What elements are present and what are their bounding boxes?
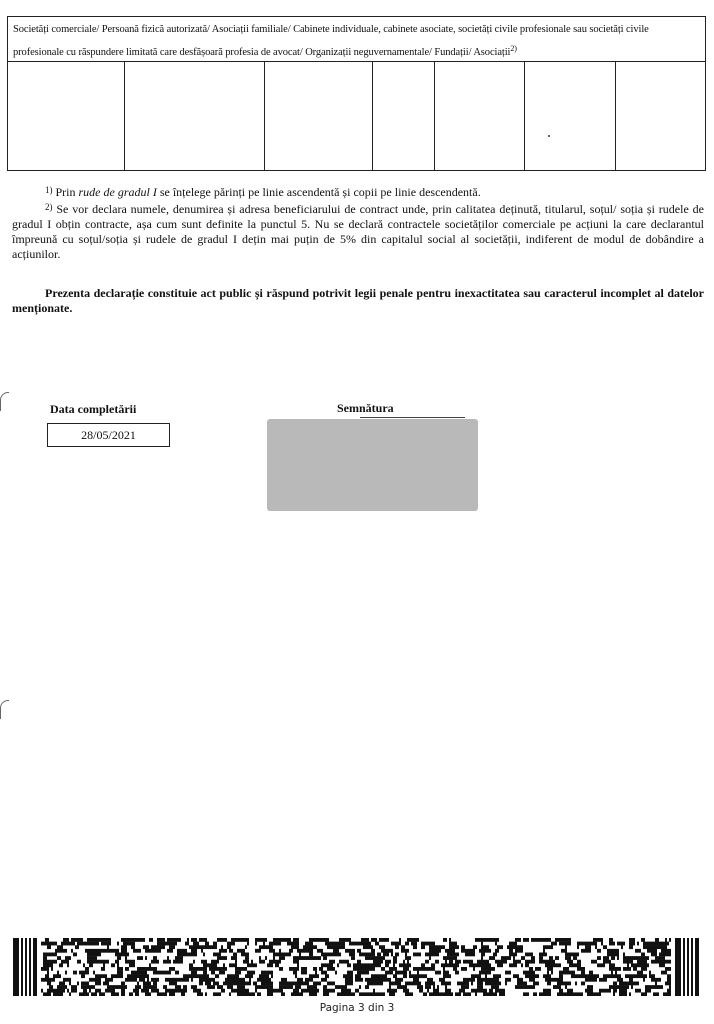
table-column-divider (615, 62, 616, 170)
table-column-divider (264, 62, 265, 170)
table-empty-row (8, 62, 705, 170)
signature-label: Semnătura (337, 401, 394, 415)
date-label: Data completării (50, 402, 137, 416)
table-column-divider (372, 62, 373, 170)
legal-declaration: Prezenta declarație constituie act public și răspund potrivit legii penale pentru inexactitatea sau caracterul incomplet al datelor menționate. (12, 286, 704, 315)
footnote-1-term: rude de gradul I (78, 185, 157, 199)
footnote-2-marker: 2) (45, 202, 53, 212)
signature-line (360, 417, 465, 418)
scan-edge-mark (0, 700, 9, 719)
footnote-1-marker: 1) (45, 185, 53, 195)
table-header-footnote-ref: 2) (510, 44, 517, 53)
table-column-divider (524, 62, 525, 170)
footnotes (12, 183, 704, 262)
table-header-text: Societăți comerciale/ Persoană fizică autorizată/ Asociații familiale/ Cabinete individuale, cabinete asociate, societăți civile profesionale sau societăți civile profesionale cu răspundere limitată care desfășoară profesia de avocat/ Organizații neguvernamentale/ Fundații/ Asociații (13, 24, 649, 58)
table-header (8, 17, 705, 62)
scan-edge-mark (0, 392, 9, 411)
scan-speck (548, 135, 550, 137)
date-field: 28/05/2021 (47, 423, 170, 447)
footnote-1-text-end: se înțelege părinți pe linie ascendentă și copii pe linie descendentă. (156, 185, 481, 199)
footnote-1-text-start: Prin (52, 185, 79, 199)
page-number: Pagina 3 din 3 (319, 1002, 395, 1014)
footnote-1 (12, 183, 704, 200)
signature-redaction (267, 419, 478, 511)
footnote-2-text: Se vor declara numele, denumirea și adresa beneficiarului de contract unde, prin calitatea deținută, titularul, soțul/ soția și rudele de gradul I obțin contracte, așa cum sunt definite la punctul 5. Nu se declară contractele societăților comerciale pe acțiuni la care declarantul împreună cu soțul/soția și rudele de gradul I dețin mai puțin de 5% din capitalul social al societății, indiferent de modul de dobândire a acțiunilor. (12, 202, 704, 261)
barcode-graphic (13, 938, 701, 996)
table-column-divider (434, 62, 435, 170)
pdf417-barcode (13, 938, 701, 996)
table-column-divider (124, 62, 125, 170)
footnote-2 (12, 200, 704, 262)
entities-table (7, 16, 706, 171)
